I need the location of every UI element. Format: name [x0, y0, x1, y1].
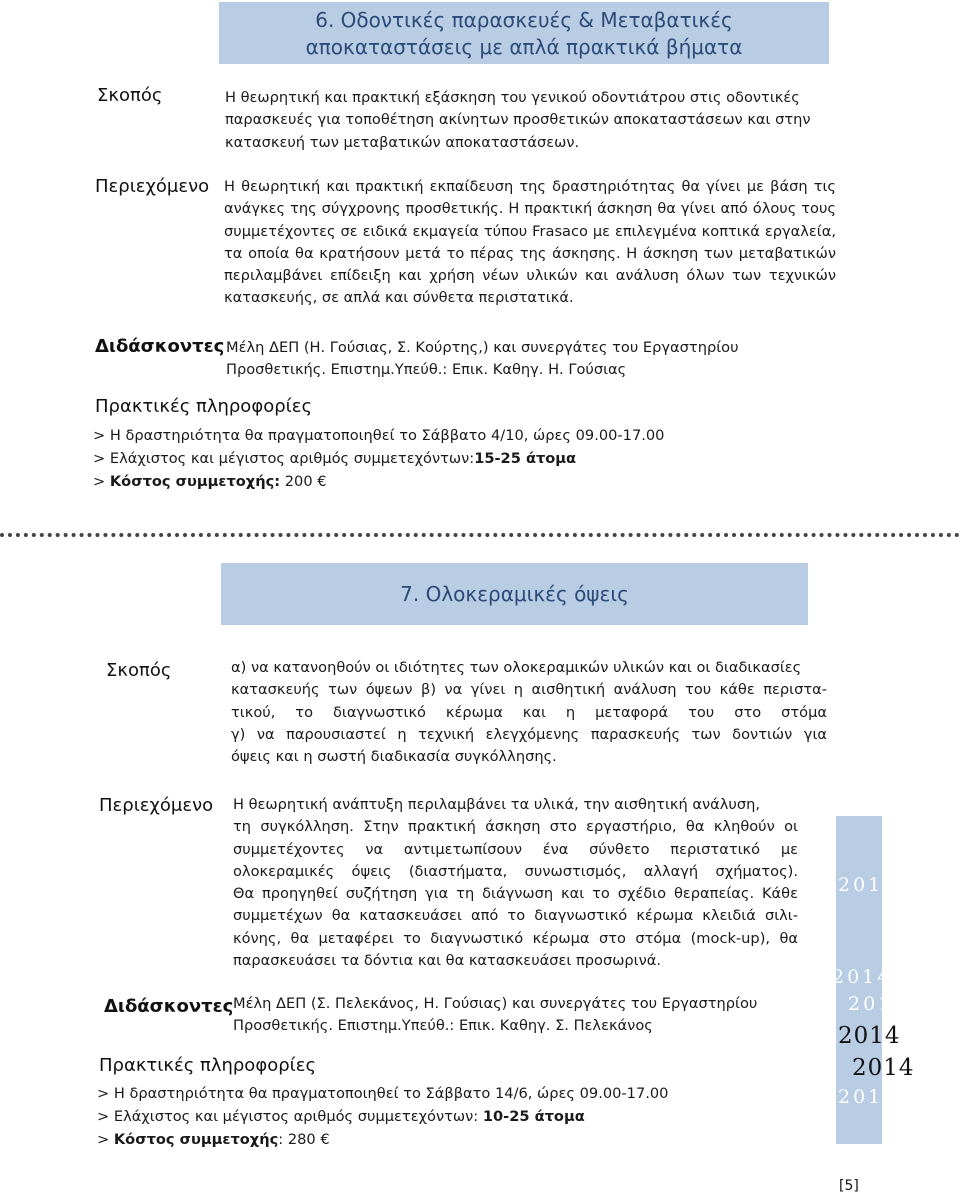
- page-number: [5]: [839, 1178, 859, 1194]
- section-7-teachers-line-1: Μέλη ΔΕΠ (Σ. Πελεκάνος, Η. Γούσιας) και συνεργάτες του Εργαστηρίου: [233, 995, 758, 1012]
- section-7-aim-line: α) να κατανοηθούν οι ιδιότητες των ολοκεραμικών υλικών και οι διαδικασίες: [231, 659, 802, 676]
- section-7-content-line: παρασκευάσει τα δόντια και θα κατασκευάσει προσωρινά.: [233, 952, 662, 970]
- section-7-aim-line: γ) να παρουσιαστεί η τεχνική ελεγχόμενης παρασκευής των δοντιών για: [231, 725, 827, 743]
- section-6-teachers-line-1: Μέλη ΔΕΠ (Η. Γούσιας, Σ. Κούρτης,) και συνεργάτες του Εργαστηρίου: [226, 339, 739, 356]
- section-6-info-cost-label: Κόστος συμμετοχής:: [109, 473, 281, 490]
- section-7-info-cost-value: : 280 €: [278, 1131, 330, 1148]
- section-7-content-line: Θα προηγηθεί συζήτηση για τη διάγνωση και το σχέδιο θεραπείας. Κάθε: [233, 885, 798, 903]
- decorative-year: 2014: [838, 874, 899, 896]
- section-7-content-line: ολοκεραμικές όψεις (διαστήματα, συνωστισμός, αλλαγή σχήματος).: [233, 862, 798, 880]
- section-6-practical-label: Πρακτικές πληροφορίες: [95, 396, 313, 417]
- decorative-year: 2014: [838, 1086, 899, 1108]
- decorative-year: 2014: [852, 1055, 915, 1081]
- section-6-title: [219, 2, 829, 64]
- section-7-content-line: Η θεωρητική ανάπτυξη περιλαμβάνει τα υλικά, την αισθητική ανάλυση,: [233, 796, 760, 813]
- section-7-teachers-line-2: Προσθετικής. Επιστημ.Υπεύθ.: Επικ. Καθηγ. Σ. Πελεκάνος: [233, 1017, 653, 1034]
- section-6-info-participants-text: > Ελάχιστος και μέγιστος αριθμός συμμετεχόντων:: [93, 450, 475, 467]
- section-6-info-cost: [93, 471, 327, 493]
- section-7-aim-line: τικού, το διαγνωστικό κέρωμα και η μεταφορά του στο στόμα: [231, 703, 827, 721]
- section-6-info-date: > Η δραστηριότητα θα πραγματοποιηθεί το Σάββατο 4/10, ώρες 09.00-17.00: [93, 427, 665, 444]
- section-7-content-line: συμμετέχοντες να αντιμετωπίσουν ένα σύνθετο περιστατικό με: [233, 840, 798, 858]
- section-7-content-line: κόνης, θα μεταφέρει το διαγνωστικό κέρωμα στο στόμα (mock-up), θα: [233, 929, 798, 947]
- decorative-year: 2014: [838, 1023, 901, 1049]
- section-6-content-text: Η θεωρητική και πρακτική εκπαίδευση της δραστηριότητας θα γίνει με βάση τις ανάγκες της σύγχρονης προσθετικής. Η πρακτική άσκηση θα γίνει από όλους τους συμμετέχοντες σε ειδικά εκμαγεία τύπου Frasaco με επιλεγμένα κοπτικά εργαλεία, τα οποία θα κρατήσουν μετά το πέρας της άσκησης. Η άσκηση των μεταβατικών περιλαμβάνει επίδειξη και χρήση νέων υλικών και ανάλυση όλων των τεχνικών κατασκευής, σε απλά και σύνθετα περιστατικά.: [224, 178, 836, 307]
- section-7-aim-text: [231, 657, 827, 768]
- section-7-content-line: συμμετέχων θα κατασκευάσει από το διαγνωστικό κέρωμα κλειδιά σιλι-: [233, 907, 798, 925]
- section-6-aim-text: Η θεωρητική και πρακτική εξάσκηση του γενικού οδοντιάτρου στις οδοντικές παρασκευές για τοποθέτηση ακίνητων προσθετικών αποκαταστάσεων και στην κατασκευή των μεταβατικών αποκαταστάσεων.: [225, 89, 811, 151]
- section-7-info-participants-count: 10-25 άτομα: [482, 1108, 585, 1125]
- section-7-aim-label: Σκοπός: [106, 660, 172, 681]
- section-6-content-label: Περιεχόμενο: [95, 176, 210, 197]
- section-7-teachers-label: Διδάσκοντες: [104, 996, 234, 1017]
- section-6-title-line-2: αποκαταστάσεις με απλά πρακτικά βήματα: [305, 35, 743, 59]
- section-7-title: 7. Ολοκεραμικές όψεις: [221, 563, 808, 625]
- section-6-info-cost-prefix: >: [93, 473, 110, 490]
- section-7-content-line: τη συγκόλληση. Στην πρακτική άσκηση στο εργαστήριο, θα κληθούν οι: [233, 818, 798, 836]
- section-7-info-participants-text: > Ελάχιστος και μέγιστος αριθμός συμμετεχόντων:: [97, 1108, 483, 1125]
- decorative-year: 2014: [832, 966, 893, 988]
- section-6-teachers-line-2: Προσθετικής. Επιστημ.Υπεύθ.: Επικ. Καθηγ. Η. Γούσιας: [226, 361, 627, 378]
- section-7-aim-line: κατασκευής των όψεων β) να γίνει η αισθητική ανάλυση του κάθε περιστα-: [231, 681, 827, 699]
- section-7-content-label: Περιεχόμενο: [99, 795, 214, 816]
- section-6-info-participants-count: 15-25 άτομα: [474, 450, 577, 467]
- section-7-content-text: [233, 794, 798, 972]
- section-6-aim-label: Σκοπός: [97, 85, 163, 106]
- section-7-aim-line: όψεις και η σωστή διαδικασία συγκόλλησης.: [231, 748, 557, 766]
- section-divider: [0, 533, 960, 537]
- decorative-year: 2014: [848, 993, 909, 1015]
- section-7-info-cost: [97, 1129, 330, 1151]
- section-6-title-line-1: 6. Οδοντικές παρασκευές & Μεταβατικές: [315, 8, 733, 32]
- section-7-info-cost-prefix: >: [97, 1131, 114, 1148]
- section-6-teachers-label: Διδάσκοντες: [95, 336, 225, 357]
- section-7-practical-label: Πρακτικές πληροφορίες: [99, 1055, 317, 1076]
- section-7-info-cost-label: Κόστος συμμετοχής: [113, 1131, 279, 1148]
- section-7-info-date: > Η δραστηριότητα θα πραγματοποιηθεί το Σάββατο 14/6, ώρες 09.00-17.00: [97, 1085, 669, 1102]
- section-6-info-participants: [93, 448, 576, 470]
- section-6-info-cost-value: 200 €: [280, 473, 327, 490]
- section-7-info-participants: [97, 1106, 585, 1128]
